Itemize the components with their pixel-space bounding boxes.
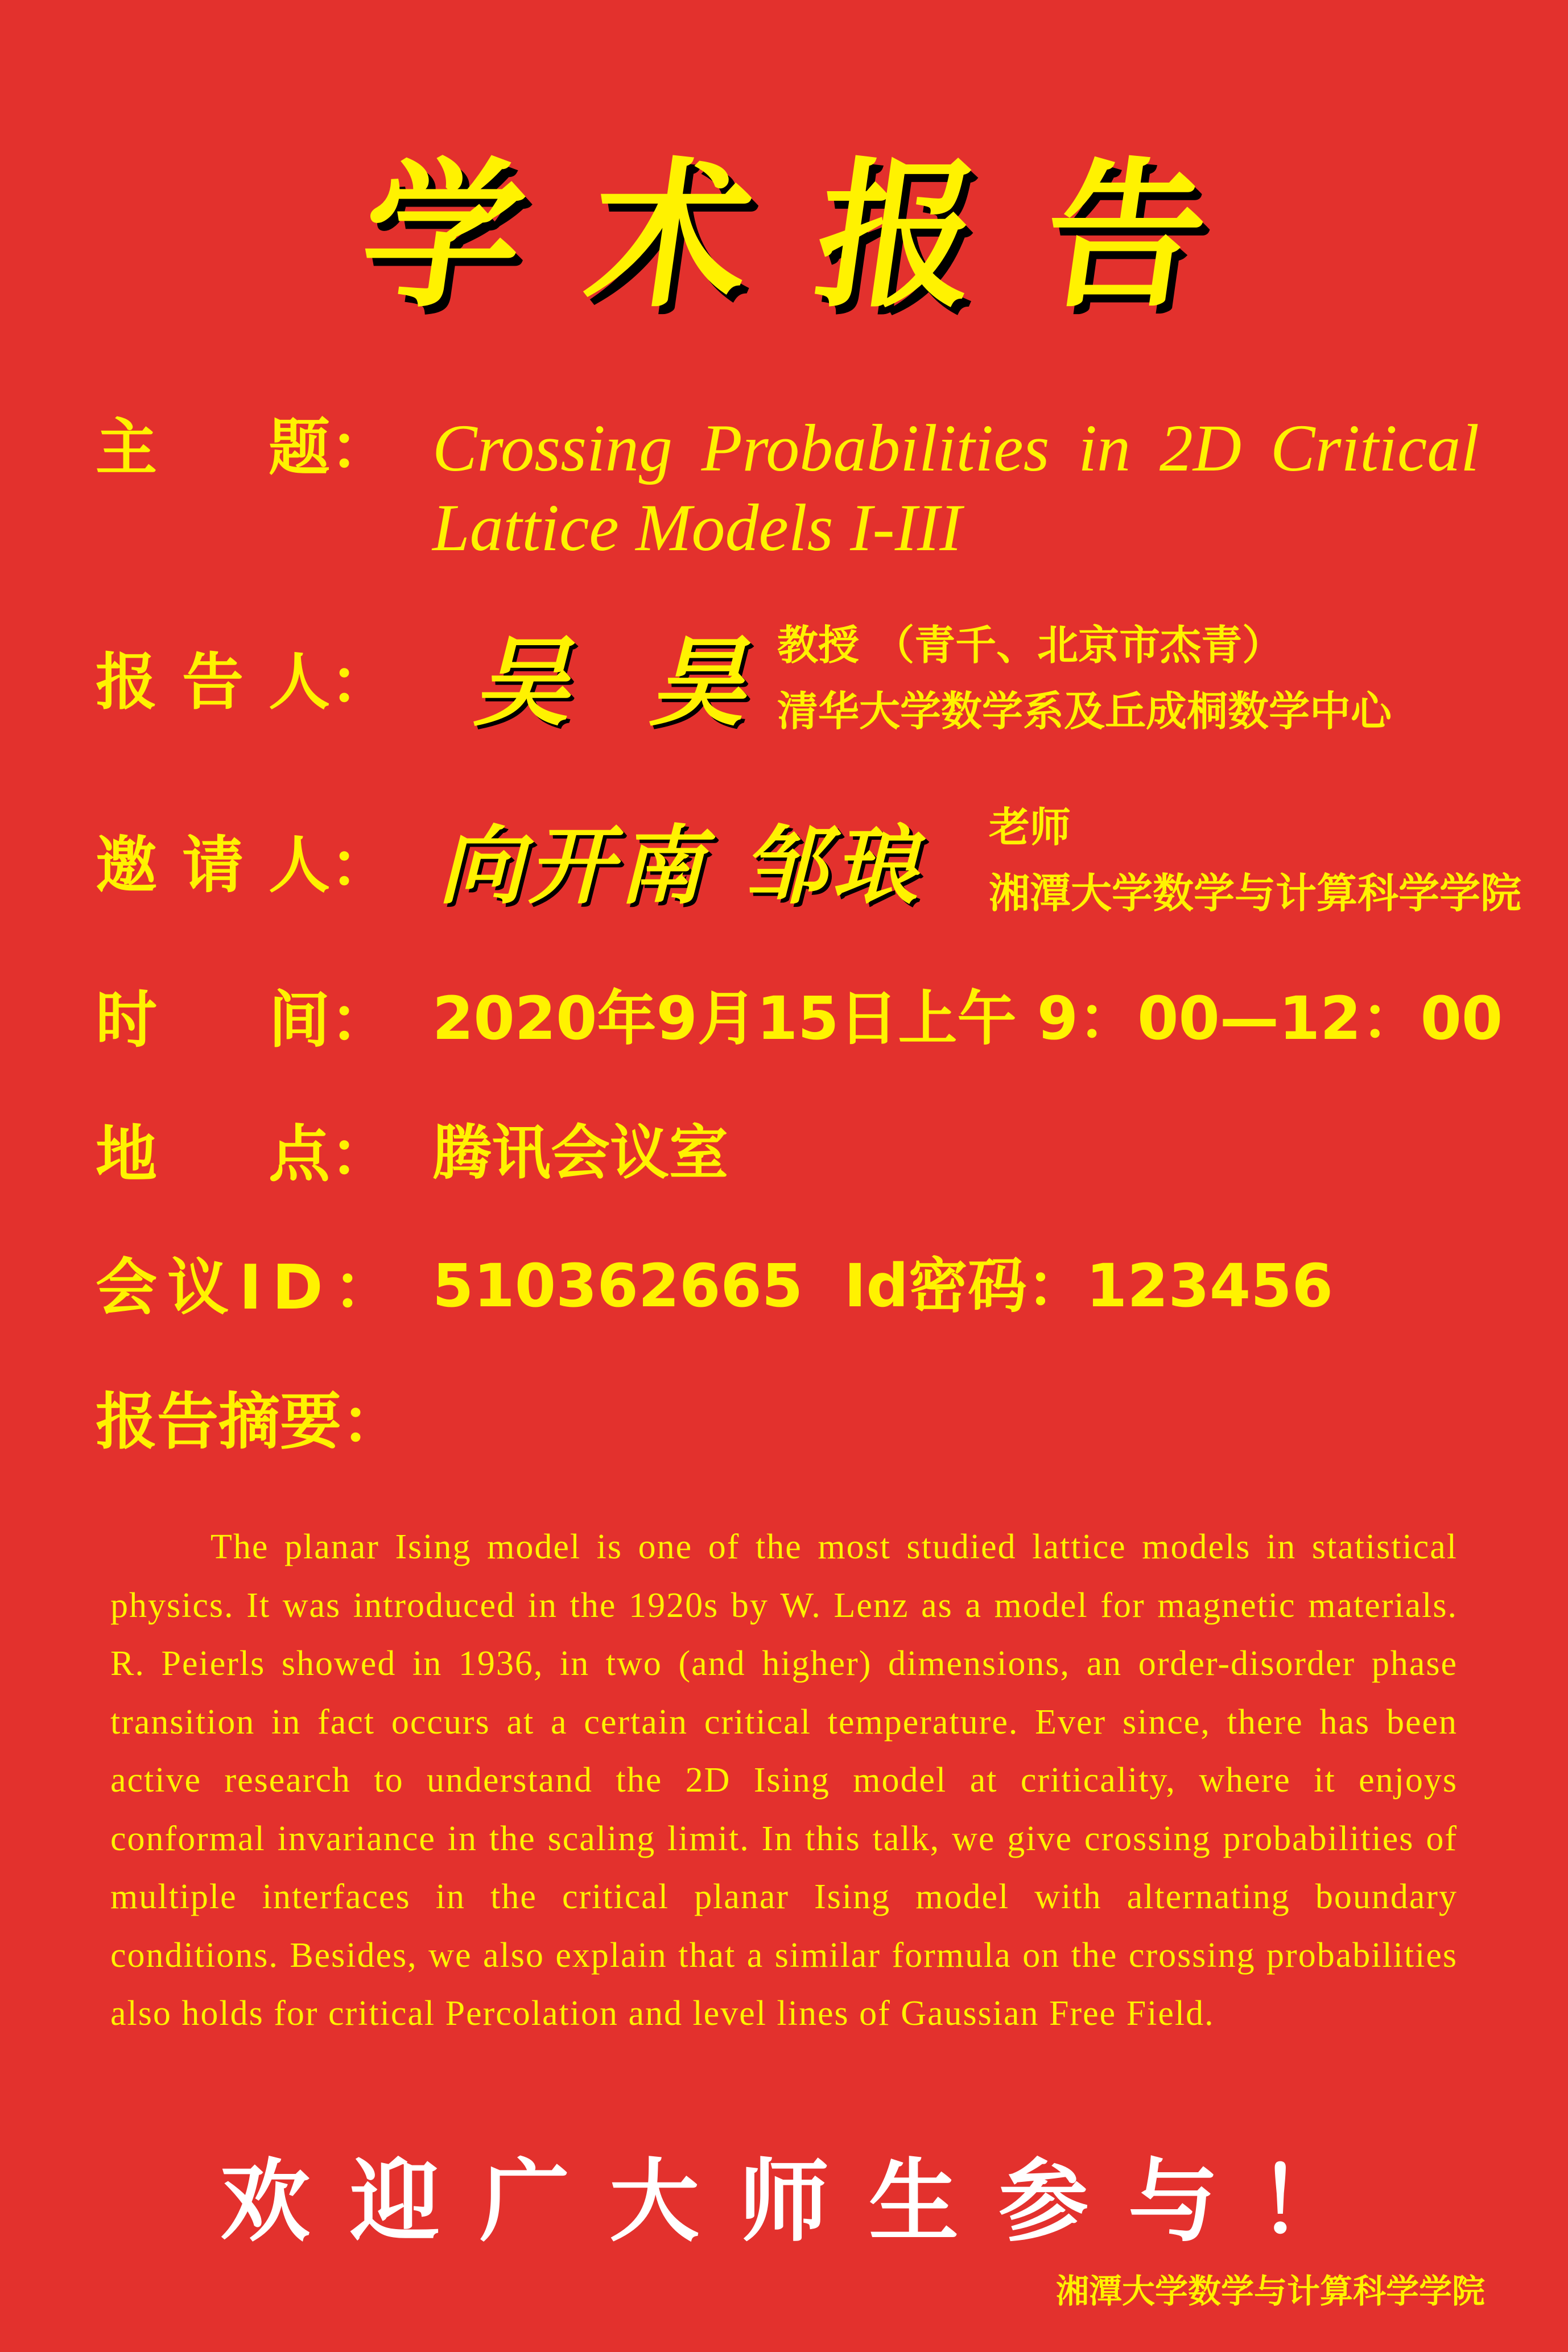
inviter-names: 向开南 邹琅 bbox=[438, 816, 922, 916]
speaker-label bbox=[96, 649, 391, 717]
footer-organizer: 湘潭大学数学与计算科学学院 bbox=[1055, 2272, 1485, 2310]
time-value: 2020年9月15日上午 9：00—12：00 bbox=[432, 984, 1503, 1053]
time-label-char-1: 时 bbox=[96, 985, 158, 1056]
topic-label bbox=[96, 414, 391, 482]
inviter-label-char-2: 请 bbox=[181, 830, 244, 901]
speaker-label-char-2: 告 bbox=[181, 647, 244, 718]
topic-label-char-2: 题： bbox=[268, 412, 391, 484]
inviter-affiliation: 湘潭大学数学与计算科学学院 bbox=[989, 869, 1522, 917]
inviter-label bbox=[96, 832, 391, 900]
speaker-name: 吴 昊 bbox=[472, 626, 768, 740]
inviter-title: 老师 bbox=[989, 803, 1071, 851]
speaker-label-char-1: 报 bbox=[96, 647, 158, 718]
place-value: 腾讯会议室 bbox=[432, 1118, 729, 1187]
poster-title: 学术报告 bbox=[349, 142, 1287, 329]
meeting-value: 510362665 Id密码：123456 bbox=[432, 1251, 1334, 1321]
time-label-char-2: 间： bbox=[268, 985, 391, 1056]
inviter-label-char-3: 人： bbox=[268, 830, 391, 901]
abstract-label: 报告摘要： bbox=[96, 1387, 403, 1458]
inviter-label-char-1: 邀 bbox=[96, 830, 158, 901]
place-label-char-2: 点： bbox=[268, 1119, 391, 1190]
time-label bbox=[96, 987, 391, 1055]
speaker-label-char-3: 人： bbox=[268, 647, 391, 718]
meeting-label: 会议ID： bbox=[96, 1252, 405, 1323]
speaker-title: 教授 （青千、北京市杰青） bbox=[777, 621, 1284, 669]
welcome-message: 欢迎广大师生参与！ bbox=[220, 2149, 1388, 2254]
topic-label-char-1: 主 bbox=[96, 412, 158, 484]
place-label-char-1: 地 bbox=[96, 1119, 158, 1190]
speaker-affiliation: 清华大学数学系及丘成桐数学中心 bbox=[777, 687, 1392, 735]
topic-value: Crossing Probabilities in 2D Critical Lattice Models I-III bbox=[432, 411, 1479, 565]
abstract-text: The planar Ising model is one of the most studied lattice models in statistical physics. It was introduced in the 1920s by W. Lenz as a model for magnetic materials. R. Peierls showed in 1936, in two (and higher) dimensions, an order-disorder phase transition in fact occurs at a certain critical temperature. Ever since, there has been active research to understand the 2D Ising model at criticality, where it enjoys conformal invariance in the scaling limit. In this talk, we give crossing probabilities of multiple interfaces in the critical planar Ising model with alternating boundary conditions. Besides, we also explain that a similar formula on the crossing probabilities also holds for critical Percolation and level lines of Gaussian Free Field. bbox=[110, 1528, 1458, 2033]
place-label bbox=[96, 1121, 391, 1189]
